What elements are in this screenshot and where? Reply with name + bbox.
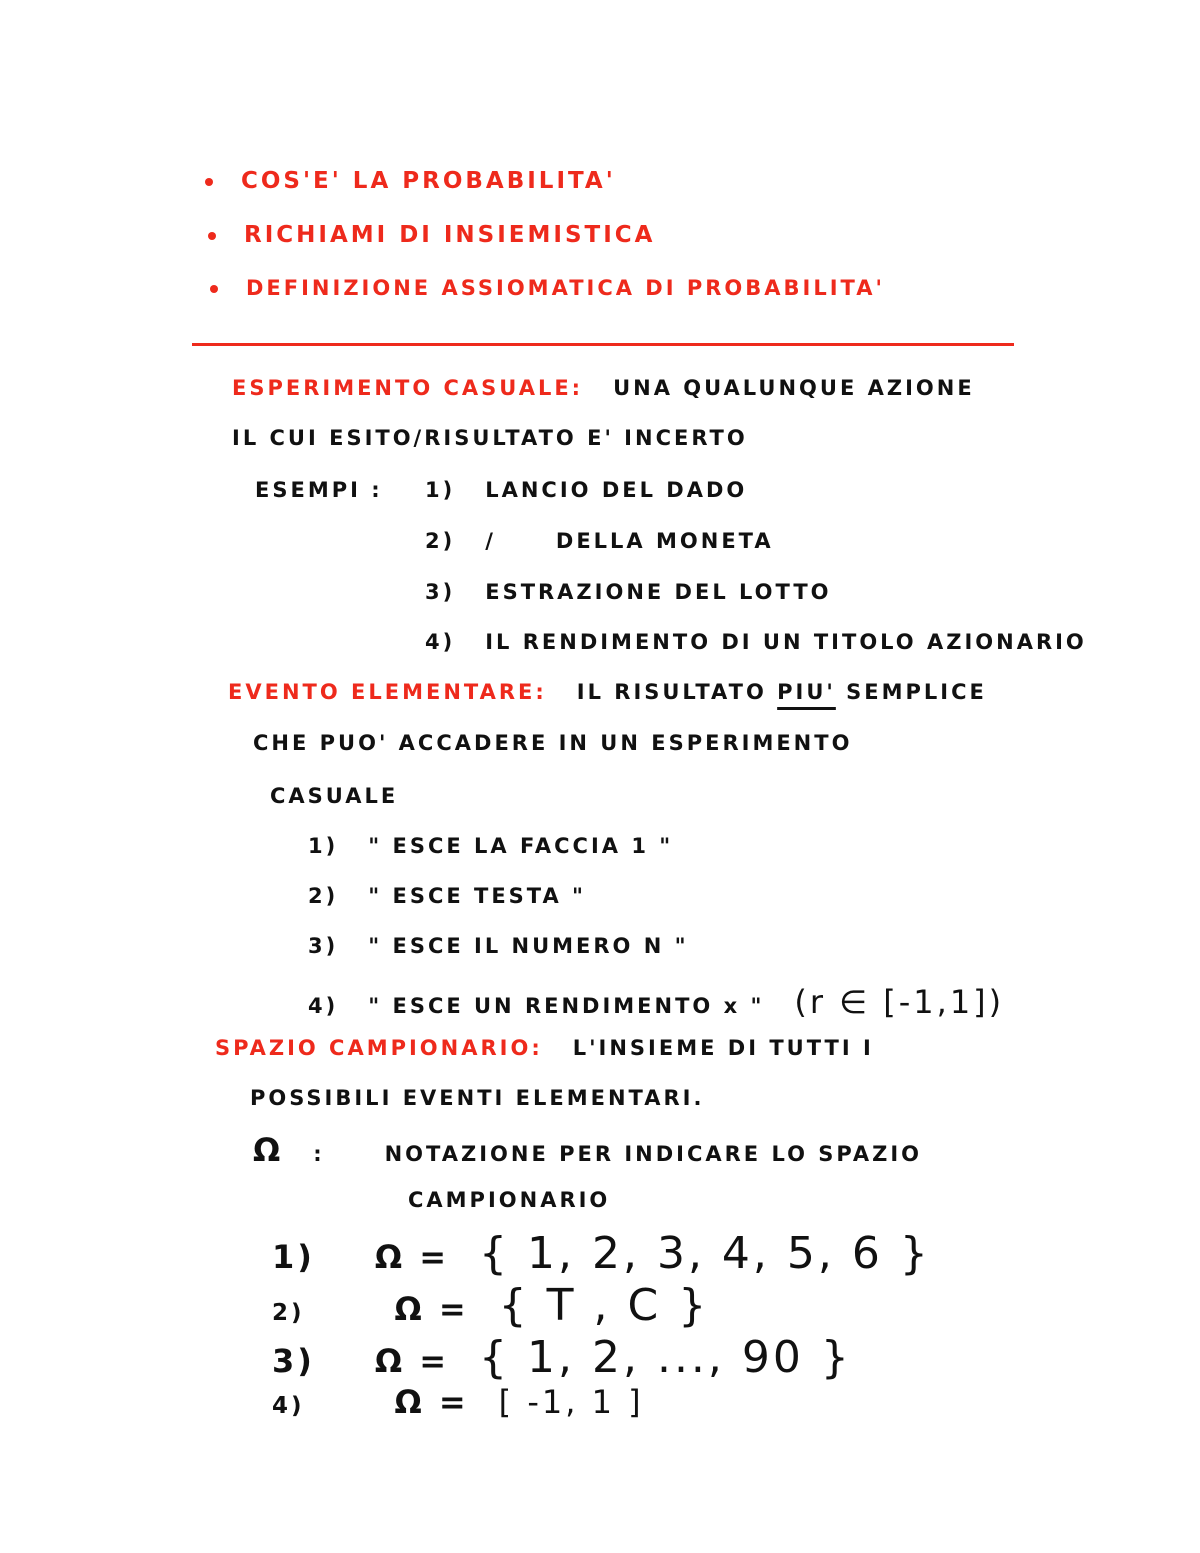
example-item (308, 836, 673, 857)
example-item (308, 886, 586, 907)
bullet-dot (210, 285, 218, 293)
term-esperimento: ESPERIMENTO CASUALE: (232, 376, 584, 400)
example-text: LANCIO DEL DADO (485, 478, 748, 502)
example-number: 2) (308, 884, 339, 908)
example-number: 4) (425, 630, 456, 654)
omega-symbol: Ω (253, 1131, 284, 1169)
example-item (425, 531, 774, 552)
definition-text: CASUALE (270, 784, 399, 808)
set-notation: { 1, 2, ..., 90 } (479, 1332, 852, 1383)
underlined-word: PIU' (777, 680, 836, 704)
example-text: " ESCE TESTA " (368, 884, 587, 908)
example-number: 2) (272, 1300, 305, 1326)
definition-line (228, 682, 987, 703)
example-text: " ESCE UN RENDIMENTO x " (368, 994, 765, 1018)
sample-space-item (272, 1228, 931, 1279)
omega-equals: Ω = (394, 1383, 469, 1421)
example-text: DELLA MONETA (555, 529, 774, 553)
example-item (425, 480, 747, 501)
bullet-text: COS'E' LA PROBABILITA' (241, 168, 616, 194)
example-number: 3) (272, 1342, 315, 1380)
example-text: " ESCE LA FACCIA 1 " (368, 834, 674, 858)
example-item (425, 632, 1087, 653)
sample-space-item (272, 1280, 710, 1331)
range-note: (r ∈ [-1,1]) (794, 983, 1005, 1021)
example-item (308, 936, 689, 957)
definition-line (215, 1038, 874, 1059)
set-notation: { 1, 2, 3, 4, 5, 6 } (479, 1228, 931, 1279)
bullet-item (208, 224, 655, 247)
example-item (425, 582, 832, 603)
set-notation: { T , C } (498, 1280, 710, 1331)
example-number: 3) (308, 934, 339, 958)
example-number: 1) (308, 834, 339, 858)
notation-text: NOTAZIONE PER INDICARE LO SPAZIO (384, 1142, 922, 1166)
sample-space-item (272, 1332, 852, 1383)
definition-text: UNA QUALUNQUE AZIONE (613, 376, 975, 400)
example-text: IL RENDIMENTO DI UN TITOLO AZIONARIO (485, 630, 1087, 654)
bullet-dot (208, 232, 216, 240)
examples-label: ESEMPI : (255, 478, 383, 502)
bullet-dot (205, 178, 213, 186)
omega-equals: Ω = (374, 1238, 450, 1276)
example-number: 1) (425, 478, 456, 502)
bullet-text: RICHIAMI DI INSIEMISTICA (244, 222, 656, 248)
example-text: ESTRAZIONE DEL LOTTO (485, 580, 832, 604)
term-evento: EVENTO ELEMENTARE: (228, 680, 547, 704)
definition-text: L'INSIEME DI TUTTI I (572, 1036, 874, 1060)
definition-text: CHE PUO' ACCADERE IN UN ESPERIMENTO (253, 731, 853, 755)
definition-text: IL RISULTATO (576, 680, 767, 704)
bullet-item (205, 170, 616, 193)
definition-line (232, 378, 975, 399)
example-text: " ESCE IL NUMERO N " (368, 934, 689, 958)
example-item (308, 983, 1005, 1021)
example-number: 4) (308, 994, 339, 1018)
definition-text: SEMPLICE (846, 680, 987, 704)
example-number: 3) (425, 580, 456, 604)
notation-text: CAMPIONARIO (408, 1188, 611, 1212)
omega-equals: Ω = (394, 1290, 469, 1328)
term-spazio: SPAZIO CAMPIONARIO: (215, 1036, 543, 1060)
definition-text: POSSIBILI EVENTI ELEMENTARI. (250, 1086, 705, 1110)
sample-space-item (272, 1383, 644, 1421)
divider (192, 343, 1014, 346)
definition-text: IL CUI ESITO/RISULTATO E' INCERTO (232, 426, 748, 450)
bullet-item (210, 278, 885, 299)
interval-notation: [ -1, 1 ] (498, 1383, 644, 1421)
bullet-text: DEFINIZIONE ASSIOMATICA DI PROBABILITA' (246, 276, 885, 300)
colon: : (313, 1142, 325, 1166)
example-number: 2) (425, 529, 456, 553)
ditto-mark: / (485, 529, 496, 553)
omega-equals: Ω = (374, 1342, 450, 1380)
example-number: 4) (272, 1393, 305, 1419)
example-number: 1) (272, 1238, 315, 1276)
notation-line (253, 1131, 922, 1169)
